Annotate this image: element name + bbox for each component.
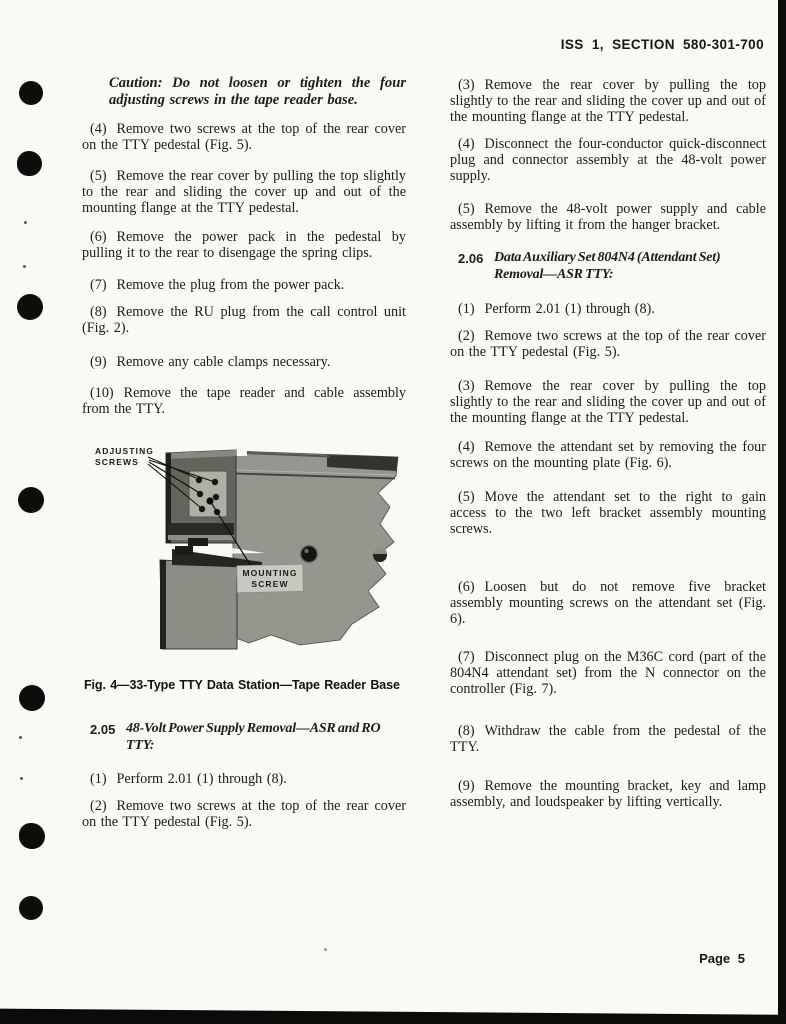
step-number: (6) [90,229,107,245]
procedure-step [450,778,766,810]
left-column [82,70,406,830]
step-number: (3) [458,77,475,93]
lower-box-tab [175,546,193,555]
right-column [450,70,766,810]
scan-edge-bottom [0,1002,786,1024]
step-text: Remove the tape reader and cable assembly from the TTY. [82,385,406,417]
procedure-step [82,354,406,370]
procedure-step [82,229,406,261]
procedure-step [82,121,406,153]
step-text: Disconnect plug on the M36C cord (part of the 804N4 attendant set) from the N connector on the controller (Fig. 7). [450,649,766,697]
procedure-step [450,77,766,125]
step-text: Remove the rear cover by pulling the top slightly to the rear and sliding the cover up and out of the mounting flange at the TTY pedestal. [82,168,406,216]
step-text: Remove two screws at the top of the rear cover on the TTY pedestal (Fig. 5). [82,121,406,153]
lower-box [160,560,237,649]
step-text: Perform 2.01 (1) through (8). [484,301,655,317]
step-number: (3) [458,378,475,394]
plate-screw [301,546,318,563]
procedure-step [450,136,766,184]
scan-speck [19,736,22,739]
step-text: Remove any cable clamps necessary. [116,354,331,370]
section-2-06-heading [450,249,766,283]
step-text: Remove the rear cover by pulling the top slightly to the rear and sliding the cover up and out of the mounting flange at the TTY pedestal. [450,378,766,426]
step-text: Loosen but do not remove five bracket assembly mounting screws on the attendant set (Fig. 6). [450,579,766,627]
figure-label-mounting-line1: MOUNTING [242,568,298,578]
figure-4-caption: Fig. 4—33-Type TTY Data Station—Tape Reader Base [84,678,400,692]
procedure-step [450,439,766,471]
binding-hole-mark [19,823,45,849]
step-text: Remove two screws at the top of the rear cover on the TTY pedestal (Fig. 5). [450,328,766,360]
caution-note: Caution: Do not loosen or tighten the four adjusting screws in the tape reader base. [109,75,406,108]
rail-notch [235,449,247,456]
step-text: Remove the mounting bracket, key and lamp assembly, and loudspeaker by lifting vertically. [450,778,766,810]
adjusting-screw [212,479,218,485]
binding-hole-mark [19,896,43,920]
step-number: (9) [90,354,107,370]
housing-tab [188,538,208,546]
section-title: 48-Volt Power Supply Removal—ASR and RO TTY: [126,721,381,753]
step-number: (1) [90,771,107,787]
step-text: Remove the rear cover by pulling the top slightly to the rear and sliding the cover up and out of the mounting flange at the TTY pedestal. [450,77,766,125]
plate-screw-highlight [304,549,308,553]
procedure-step [450,579,766,627]
step-text: Remove the RU plug from the call control unit (Fig. 2). [82,304,406,336]
step-text: Remove two screws at the top of the rear cover on the TTY pedestal (Fig. 5). [82,798,406,830]
step-number: (6) [458,579,475,595]
tape-reader-base-illustration [88,440,410,664]
page-number: Page 5 [699,951,745,966]
step-text: Remove the plug from the power pack. [116,277,345,293]
section-2-05-heading [82,720,406,754]
step-number: (1) [458,301,475,317]
housing-base-rail [168,523,234,535]
binding-hole-mark [18,487,44,513]
step-number: (5) [90,168,107,184]
section-title: Data Auxiliary Set 804N4 (Attendant Set) Removal—ASR TTY: [494,250,721,282]
figure-label-mounting-line2: SCREW [251,579,289,589]
binding-hole-mark [19,81,43,105]
step-number: (7) [458,649,475,665]
step-number: (5) [458,489,475,505]
step-number: (8) [458,723,475,739]
procedure-step [450,723,766,755]
step-text: Disconnect the four-conductor quick-disconnect plug and connector assembly at the 48-volt power supply. [450,136,766,184]
step-number: (4) [458,136,475,152]
figure-4-photo [88,440,410,664]
mounting-screw [206,497,213,504]
procedure-step [450,201,766,233]
scan-edge-right [778,0,786,1024]
step-number: (2) [458,328,475,344]
figure-label-adjusting-line2: SCREWS [95,457,139,467]
step-number: (9) [458,778,475,794]
procedure-step [450,649,766,697]
procedure-step [82,304,406,336]
section-number: 2.06 [458,251,484,266]
step-text: Withdraw the cable from the pedestal of the TTY. [450,723,766,755]
page-header-section-number: ISS 1, SECTION 580-301-700 [560,37,764,52]
lower-box-left-edge [160,560,166,649]
procedure-step [450,328,766,360]
adjusting-screw [213,494,219,500]
procedure-step [82,385,406,417]
step-number: (5) [458,201,475,217]
step-text: Remove the power pack in the pedestal by pulling it to the rear to disengage the spring clips. [82,229,406,261]
step-number: (10) [90,385,114,401]
binding-hole-mark [17,151,42,176]
step-text: Remove the attendant set by removing the four screws on the mounting plate (Fig. 6). [450,439,766,471]
scan-speck [20,777,23,780]
procedure-step [82,277,406,293]
figure-label-adjusting-line1: ADJUSTING [95,446,155,456]
procedure-step [450,301,766,317]
scan-speck [24,221,27,224]
scan-speck [23,265,26,268]
step-number: (4) [458,439,475,455]
step-text: Move the attendant set to the right to gain access to the two left bracket assembly mounting screws. [450,489,766,537]
step-number: (8) [90,304,107,320]
step-number: (7) [90,277,107,293]
scan-speck [324,948,327,951]
procedure-step [450,378,766,426]
procedure-step [450,489,766,537]
step-number: (4) [90,121,107,137]
step-text: Remove the 48-volt power supply and cable assembly by lifting it from the hanger bracket. [450,201,766,233]
binding-hole-mark [19,685,45,711]
step-text: Perform 2.01 (1) through (8). [116,771,287,787]
procedure-step [82,771,406,787]
procedure-step [82,168,406,216]
binding-hole-mark [17,294,43,320]
procedure-step [82,798,406,830]
section-number: 2.05 [90,722,116,737]
step-number: (2) [90,798,107,814]
